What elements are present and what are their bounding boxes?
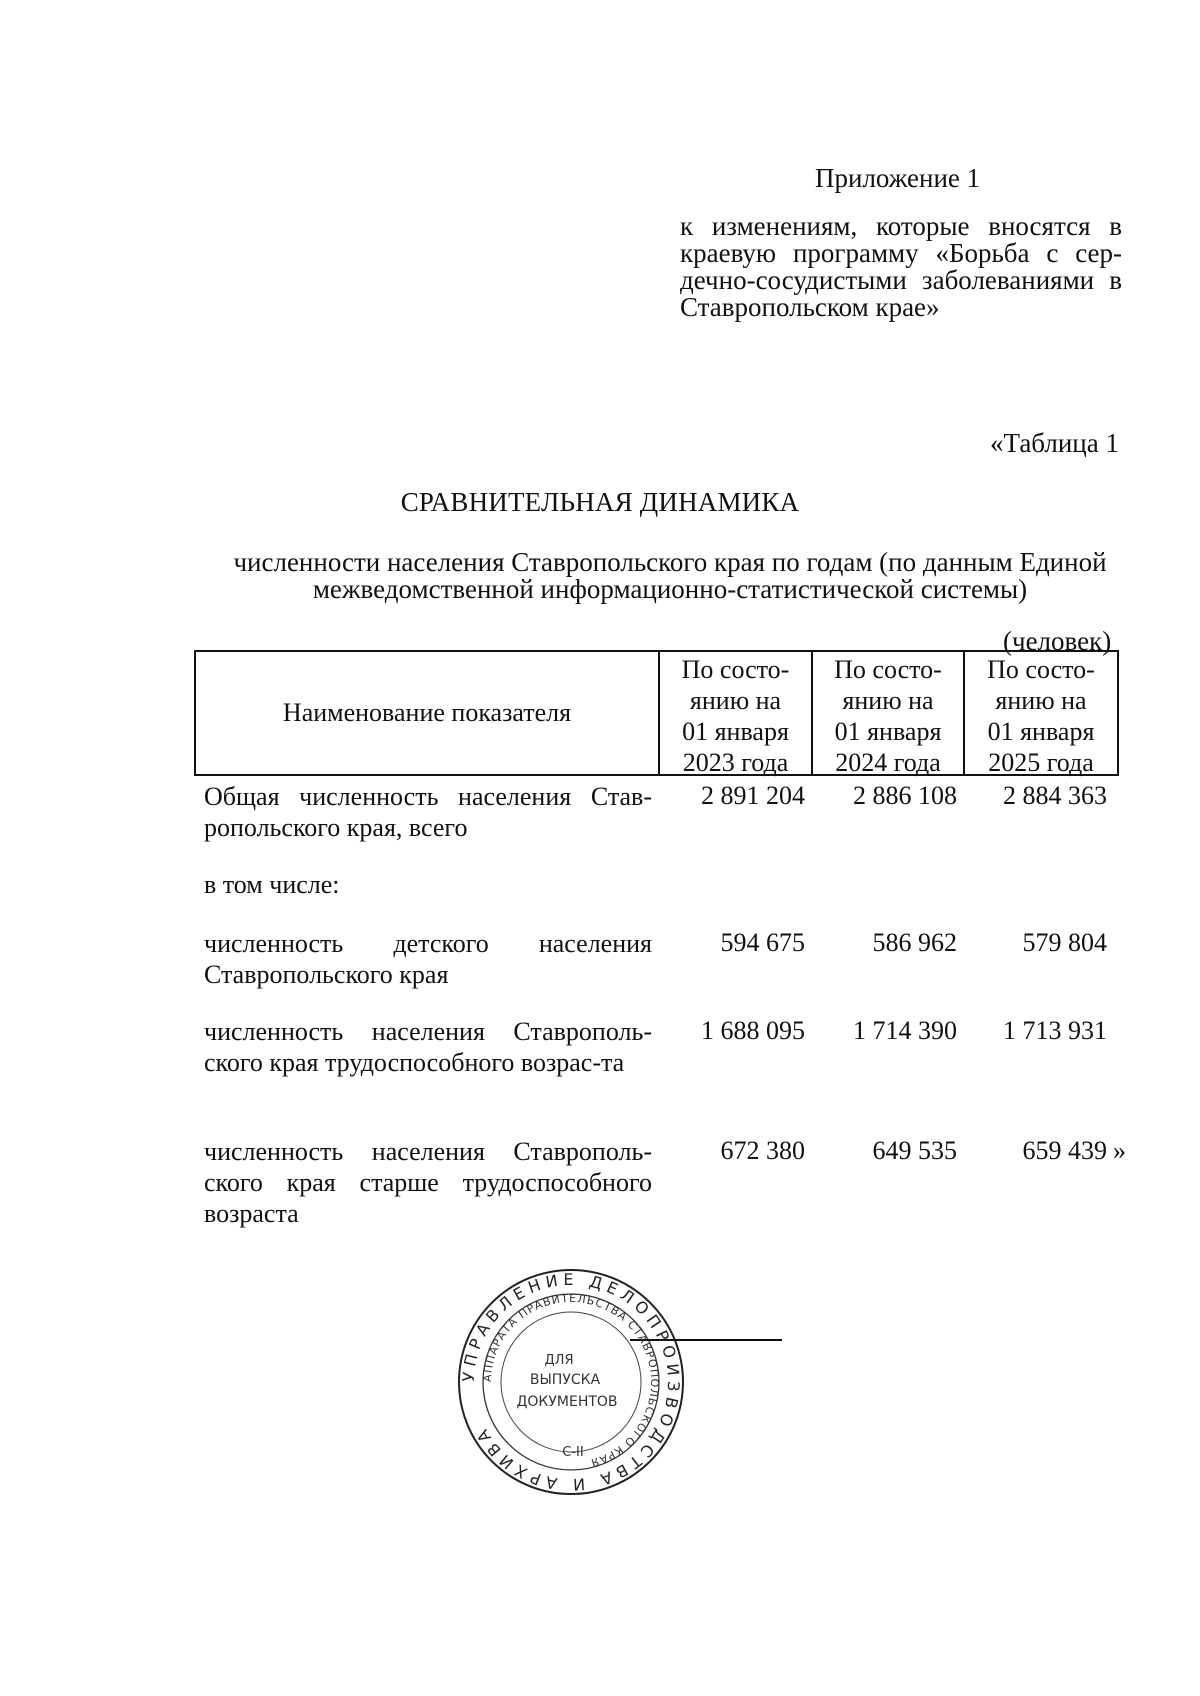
stamp-center-line2: ВЫПУСКА: [529, 1372, 601, 1388]
header-indicator-name: Наименование показателя: [282, 698, 572, 727]
header-line: 01 января: [682, 717, 789, 746]
header-year-2024: [811, 652, 963, 777]
table-header: [194, 650, 1119, 776]
stamp-center-line3: ДОКУМЕНТОВ: [516, 1394, 618, 1410]
stamp-code: С-II: [562, 1445, 584, 1460]
header-line: янию на: [689, 686, 782, 715]
cell-above-working-age-2025: 659 439: [1022, 1136, 1107, 1165]
closing-quote: »: [1113, 1136, 1126, 1165]
stamp-outer-text: УПРАВЛЕНИЕ ДЕЛОПРОИЗВОДСТВА И АРХИВА: [458, 1269, 684, 1495]
unit-note: (человек): [1003, 626, 1112, 656]
cell-working-age-2023: 1 688 095: [701, 1016, 805, 1045]
cell-children-2024: 586 962: [872, 928, 957, 957]
signature-line: [630, 1339, 782, 1341]
cell-children-2023: 594 675: [720, 928, 805, 957]
appendix-subtitle: к изменениям, которые вносятся в краевую программу «Борьба с сер-дечно-сосудистыми заболеваниями в Ставропольском крае»: [680, 211, 1122, 322]
row-label-above-working-age: численность населения Ставрополь-ского края старше трудоспособного возраста: [204, 1137, 652, 1228]
header-line: По состо-: [987, 655, 1095, 684]
header-line: 01 января: [987, 717, 1095, 746]
official-stamp: [455, 1266, 687, 1498]
cell-above-working-age-2023: 672 380: [720, 1136, 805, 1165]
header-line: 2025 года: [988, 748, 1094, 777]
cell-working-age-2025: 1 713 931: [1003, 1016, 1107, 1045]
stamp-inner-text: АППАРАТА ПРАВИТЕЛЬСТВА СТАВРОПОЛЬСКОГО КРАЯ: [480, 1291, 662, 1470]
cell-above-working-age-2024: 649 535: [872, 1136, 957, 1165]
header-line: 2024 года: [835, 748, 941, 777]
row-label-including: в том числе:: [204, 870, 340, 899]
row-label-children: численность детского населения Ставропольского края: [204, 929, 652, 989]
row-label-working-age: численность населения Ставрополь-ского края трудоспособного возрас-та: [204, 1017, 652, 1077]
header-line: 2023 года: [682, 748, 789, 777]
cell-children-2025: 579 804: [1022, 928, 1107, 957]
header-line: По состо-: [834, 655, 942, 684]
table-number: «Таблица 1: [990, 428, 1119, 458]
appendix-title: Приложение 1: [815, 163, 981, 193]
header-year-2025: [963, 652, 1117, 777]
document-heading: СРАВНИТЕЛЬНАЯ ДИНАМИКА: [400, 487, 800, 517]
cell-total-2024: 2 886 108: [853, 781, 957, 810]
header-line: янию на: [842, 686, 934, 715]
cell-total-2023: 2 891 204: [701, 781, 805, 810]
cell-total-2025: 2 884 363: [1003, 781, 1107, 810]
header-line: 01 января: [834, 717, 942, 746]
header-year-2023: [658, 652, 811, 777]
cell-working-age-2024: 1 714 390: [853, 1016, 957, 1045]
row-label-total: Общая численность населения Став-ропольского края, всего: [204, 782, 652, 842]
stamp-center-line1: ДЛЯ: [544, 1353, 574, 1368]
header-line: янию на: [995, 686, 1087, 715]
header-line: По состо-: [681, 655, 790, 684]
document-subheading: численности населения Ставропольского края по годам (по данным Единой межведомственной информационно-статистической системы): [233, 547, 1107, 604]
